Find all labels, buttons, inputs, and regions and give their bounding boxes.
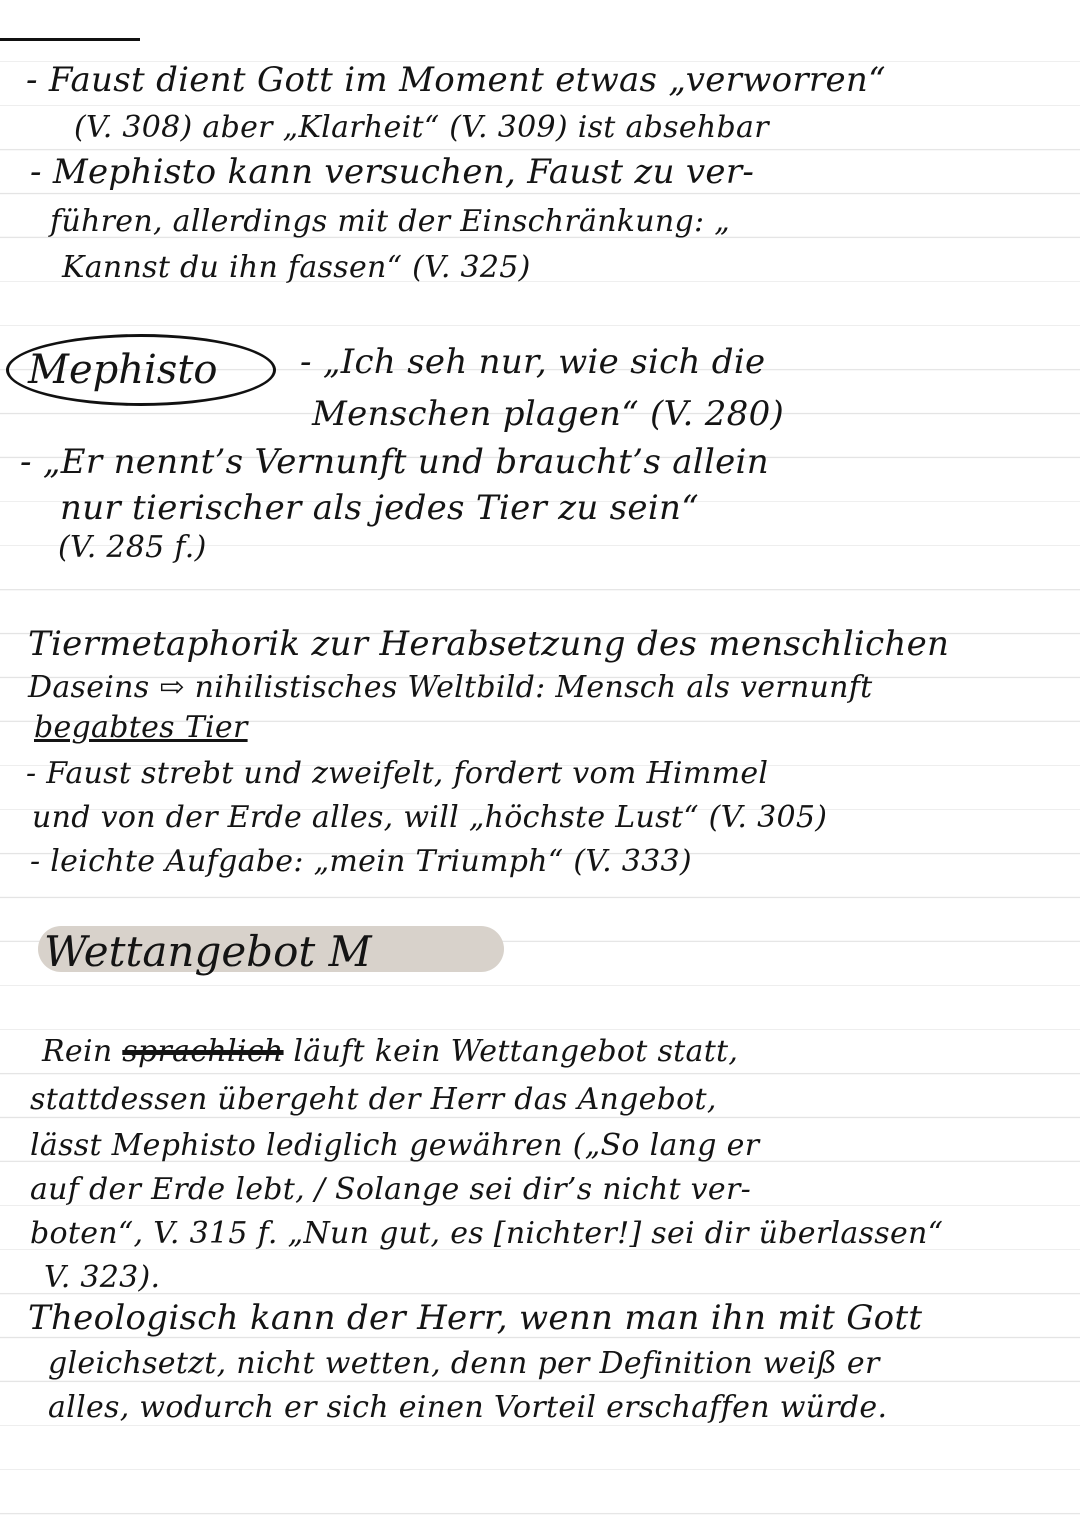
top-rule: [0, 38, 140, 41]
analysis-line3: begabtes Tier: [34, 710, 248, 745]
mephisto-title: Mephisto: [28, 347, 218, 393]
wettangebot-line3: lässt Mephisto lediglich gewähren („So lang er: [30, 1128, 760, 1163]
mephisto-quote2b: nur tierischer als jedes Tier zu sein“: [60, 488, 699, 528]
wettangebot-line8: gleichsetzt, nicht wetten, denn per Definition weiß er: [48, 1346, 880, 1381]
section1-line5: Kannst du ihn fassen“ (V. 325): [62, 250, 531, 285]
mephisto-quote1b: Menschen plagen“ (V. 280): [312, 394, 785, 434]
mephisto-quote2a: - „Er nennt’s Vernunft und braucht’s allein: [20, 442, 769, 482]
wettangebot-line1-post: läuft kein Wettangebot statt,: [283, 1034, 739, 1069]
wettangebot-line2: stattdessen übergeht der Herr das Angebot,: [30, 1082, 717, 1117]
section1-line4: führen, allerdings mit der Einschränkung: „: [50, 204, 731, 239]
analysis-line5: und von der Erde alles, will „höchste Lust“ (V. 305): [32, 800, 828, 835]
struck-word: sprachlich: [122, 1034, 284, 1069]
section1-line2: (V. 308) aber „Klarheit“ (V. 309) ist absehbar: [74, 110, 769, 145]
wettangebot-line5: boten“, V. 315 f. „Nun gut, es [nichter!] sei dir überlassen“: [30, 1216, 944, 1251]
analysis-line6: - leichte Aufgabe: „mein Triumph“ (V. 333): [30, 844, 692, 879]
analysis-line2: Daseins ⇨ nihilistisches Weltbild: Mensch als vernunft: [28, 670, 873, 705]
wettangebot-line6: V. 323).: [44, 1260, 161, 1295]
analysis-line1: Tiermetaphorik zur Herabsetzung des menschlichen: [28, 624, 950, 664]
wettangebot-line1-pre: Rein: [42, 1034, 123, 1069]
wettangebot-line9: alles, wodurch er sich einen Vorteil erschaffen würde.: [48, 1390, 888, 1425]
mephisto-quote2c: (V. 285 f.): [58, 530, 207, 565]
section1-line1: - Faust dient Gott im Moment etwas „verworren“: [26, 60, 886, 100]
wettangebot-line7: Theologisch kann der Herr, wenn man ihn mit Gott: [28, 1298, 923, 1338]
section1-line3: - Mephisto kann versuchen, Faust zu ver-: [30, 152, 755, 192]
mephisto-quote1a: - „Ich seh nur, wie sich die: [300, 342, 766, 382]
wettangebot-line4: auf der Erde lebt, / Solange sei dir’s nicht ver-: [30, 1172, 752, 1207]
analysis-line4: - Faust strebt und zweifelt, fordert vom Himmel: [26, 756, 769, 791]
wettangebot-heading: Wettangebot M: [44, 927, 372, 976]
wettangebot-line1: [42, 1030, 738, 1074]
